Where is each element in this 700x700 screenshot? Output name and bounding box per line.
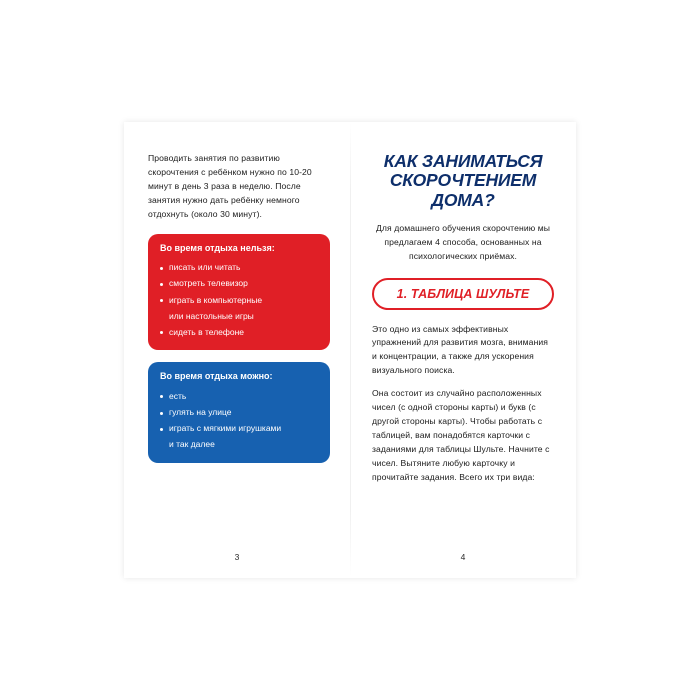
list-item: есть <box>160 390 318 403</box>
list-item: играть с мягкими игрушками <box>160 422 318 435</box>
red-callout-box <box>148 234 330 351</box>
red-callout-title: Во время отдыха нельзя: <box>160 242 275 253</box>
list-item: играть в компьютерные <box>160 294 318 307</box>
page-title-line-1: КАК ЗАНИМАТЬСЯ <box>383 151 543 171</box>
blue-callout-box <box>148 362 330 462</box>
list-item: писать или читать <box>160 261 318 274</box>
right-paragraph-1: Это одно из самых эффективных упражнений для развития мозга, внимания и концентрации, а также для ускорения визуального поиска. <box>372 323 549 376</box>
left-page <box>124 122 350 578</box>
left-intro-paragraph: Проводить занятия по развитию скорочтения с ребёнком нужно по 10-20 минут в день 3 раза в неделю. После занятия нужно дать ребёнку немного отдохнуть (около 30 минут). <box>148 153 312 219</box>
list-item: сидеть в телефоне <box>160 326 318 339</box>
page-title-line-2: СКОРОЧТЕНИЕМ ДОМА? <box>389 170 537 210</box>
page-number-left: 3 <box>234 552 240 562</box>
blue-callout-list <box>160 390 318 452</box>
list-item: или настольные игры <box>169 310 254 321</box>
list-item: смотреть телевизор <box>160 277 318 290</box>
booklet-spread <box>124 122 576 578</box>
page-title <box>372 152 554 210</box>
section-heading-pill: 1. ТАБЛИЦА ШУЛЬТЕ <box>372 278 554 310</box>
blue-callout-title: Во время отдыха можно: <box>160 371 273 382</box>
red-callout-list <box>160 261 318 339</box>
right-intro-paragraph: Для домашнего обучения скорочтению мы предлагаем 4 способа, основанных на психологических приёмах. <box>375 222 551 261</box>
list-item: и так далее <box>169 439 215 450</box>
page-number-right: 4 <box>460 552 466 562</box>
list-item: гулять на улице <box>160 406 318 419</box>
right-page <box>350 122 576 578</box>
right-paragraph-2: Она состоит из случайно расположенных чисел (с одной стороны карты) и букв (с другой стороны карты). Чтобы работать с таблицей, вам понадобятся карточки с заданиями для таблицы Шульте. Начните с чисел. Вытяните любую карточку и прочитайте задания. Всего их три вида: <box>372 388 550 482</box>
